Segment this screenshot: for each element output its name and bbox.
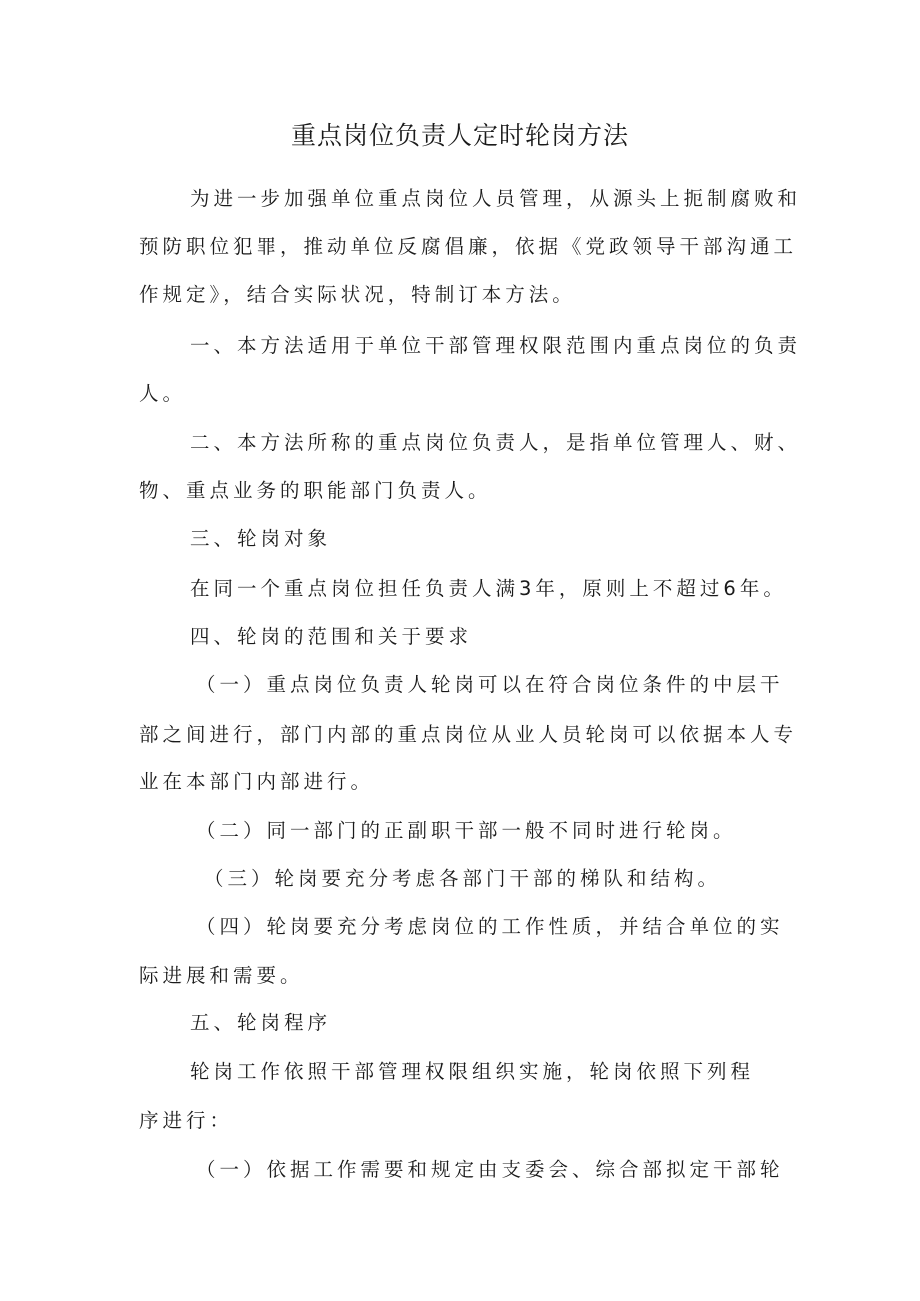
paragraph-line: （二）同一部门的正副职干部一般不同时进行轮岗。 — [196, 819, 737, 842]
paragraph-line: 为进一步加强单位重点岗位人员管理，从源头上扼制腐败和 — [190, 187, 802, 210]
paragraph-line: 物、重点业务的职能部门负责人。 — [139, 479, 492, 502]
paragraph-line: （三）轮岗要充分考虑各部门干部的梯队和结构。 — [204, 867, 722, 890]
paragraph-line: 业在本部门内部进行。 — [139, 770, 375, 793]
paragraph-line: 在同一个重点岗位担任负责人满3年，原则上不超过6年。 — [190, 577, 787, 600]
paragraph-line: 序进行： — [139, 1109, 234, 1132]
paragraph-line: 轮岗工作依照干部管理权限组织实施，轮岗依照下列程 — [190, 1060, 755, 1083]
paragraph-line: （四）轮岗要充分考虑岗位的工作性质，并结合单位的实 — [196, 915, 784, 938]
paragraph-line: 二、本方法所称的重点岗位负责人，是指单位管理人、财、 — [190, 431, 802, 454]
section-heading: 三、轮岗对象 — [190, 527, 332, 550]
paragraph-line: （一）依据工作需要和规定由支委会、综合部拟定干部轮 — [196, 1158, 784, 1181]
paragraph-line: 预防职位犯罪，推动单位反腐倡廉，依据《党政领导干部沟通工 — [139, 235, 798, 258]
paragraph-line: 作规定》，结合实际状况，特制订本方法。 — [139, 283, 576, 306]
document-title: 重点岗位负责人定时轮岗方法 — [290, 121, 629, 150]
paragraph-line: 人。 — [139, 382, 187, 405]
paragraph-line: 一、本方法适用于单位干部管理权限范围内重点岗位的负责 — [190, 334, 802, 357]
paragraph-line: 部之间进行，部门内部的重点岗位从业人员轮岗可以依据本人专 — [139, 723, 798, 746]
paragraph-line: （一）重点岗位负责人轮岗可以在符合岗位条件的中层干 — [196, 673, 784, 696]
section-heading: 四、轮岗的范围和关于要求 — [190, 625, 473, 648]
paragraph-line: 际进展和需要。 — [139, 964, 304, 987]
section-heading: 五、轮岗程序 — [190, 1011, 332, 1034]
